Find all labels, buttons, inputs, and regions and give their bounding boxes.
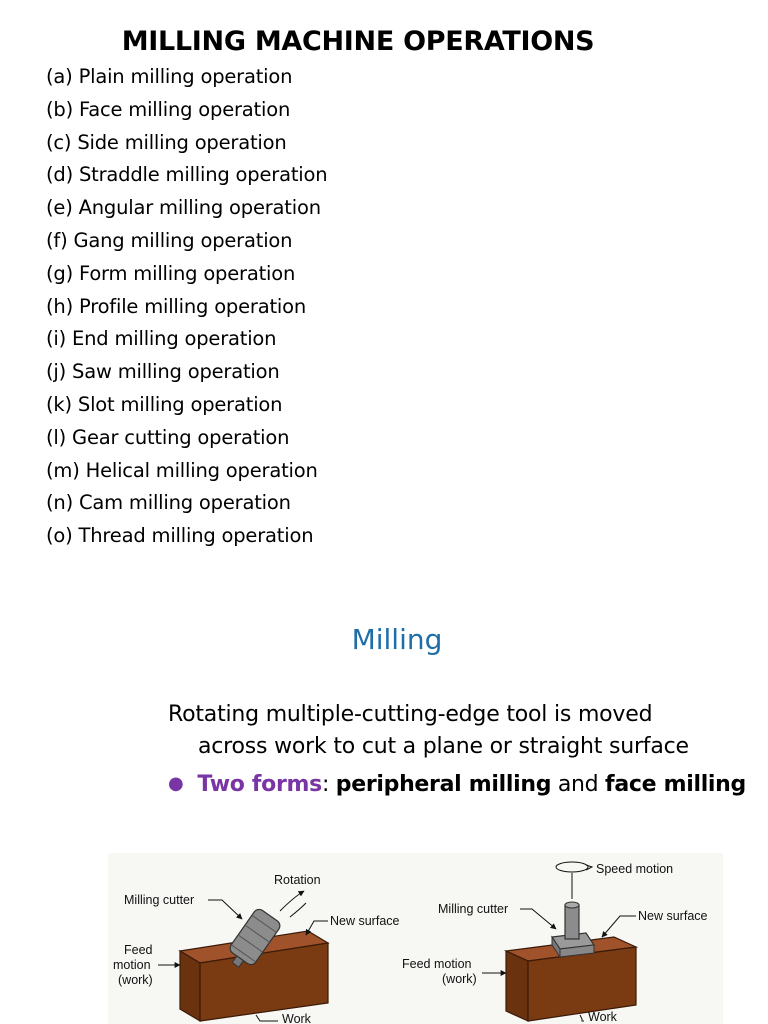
list-item: (a) Plain milling operation — [46, 65, 293, 88]
label-feed-2: motion — [113, 958, 151, 972]
milling-figure — [108, 853, 723, 1024]
bullet-form-2: face milling — [605, 772, 746, 797]
bullet-and: and — [551, 772, 606, 797]
list-item: (j) Saw milling operation — [46, 360, 280, 384]
label-speed-motion: Speed motion — [596, 862, 674, 876]
list-item: (i) End milling operation — [46, 327, 277, 351]
description-line-1: Rotating multiple-cutting-edge tool is moved — [168, 702, 653, 727]
list-item: (g) Form milling operation — [46, 261, 296, 285]
list-item: (b) Face milling operation — [46, 97, 291, 121]
list-item: (d) Straddle milling operation — [46, 163, 328, 187]
list-item: (e) Angular milling operation — [46, 196, 321, 220]
label-milling-cutter-2: Milling cutter — [438, 902, 509, 916]
bullet-point — [168, 770, 746, 801]
label-feed-3: (work) — [118, 973, 153, 987]
label-new-surface-2: New surface — [638, 909, 708, 923]
bullet-lead: Two forms — [197, 772, 322, 797]
list-item: (k) Slot milling operation — [46, 392, 283, 416]
label-new-surface: New surface — [330, 914, 400, 928]
peripheral-milling-diagram — [113, 873, 400, 1024]
label-rotation: Rotation — [274, 873, 321, 887]
list-item: (l) Gear cutting operation — [46, 425, 290, 449]
label-milling-cutter: Milling cutter — [124, 893, 195, 907]
work-side-face — [180, 951, 200, 1021]
milling-cutter-face — [552, 902, 594, 957]
milling-diagram — [108, 853, 723, 1024]
label-feed-work-2: (work) — [442, 972, 477, 986]
label-feed-motion-2: Feed motion — [402, 957, 472, 971]
label-work: Work — [282, 1012, 311, 1024]
list-item: (m) Helical milling operation — [46, 458, 318, 482]
work-side-face-2 — [506, 951, 528, 1021]
description-paragraph — [168, 699, 758, 763]
bullet-dot-icon: ● — [168, 773, 184, 794]
list-item: (f) Gang milling operation — [46, 228, 293, 252]
description-line-2: across work to cut a plane or straight surface — [198, 734, 689, 759]
label-feed-1: Feed — [124, 943, 153, 957]
face-milling-diagram — [402, 862, 708, 1024]
section-title: Milling — [351, 623, 443, 656]
operations-list — [46, 62, 327, 554]
list-item: (c) Side milling operation — [46, 130, 287, 154]
speed-rotation-icon — [556, 862, 588, 872]
label-work-2: Work — [588, 1010, 617, 1024]
bullet-separator: : — [321, 772, 336, 797]
bullet-form-1: peripheral milling — [335, 772, 552, 797]
list-item: (h) Profile milling operation — [46, 294, 307, 318]
page-title: MILLING MACHINE OPERATIONS — [121, 26, 595, 57]
list-item: (n) Cam milling operation — [46, 491, 291, 515]
list-item: (o) Thread milling operation — [46, 524, 314, 548]
